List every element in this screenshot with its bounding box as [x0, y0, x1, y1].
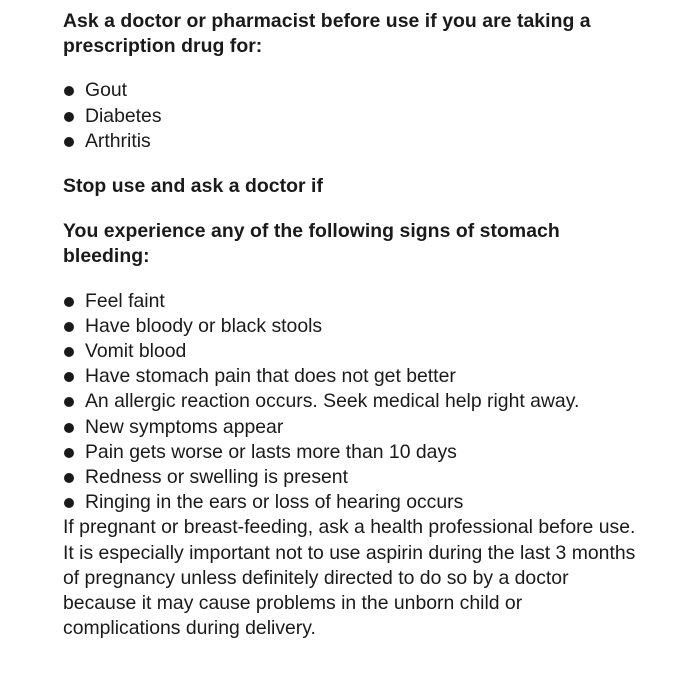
list-item: Diabetes	[63, 104, 641, 129]
bullet-icon	[64, 112, 74, 122]
list-item: Redness or swelling is present	[63, 465, 641, 490]
list-item: Arthritis	[63, 129, 641, 154]
bullet-icon	[64, 397, 74, 407]
bullet-icon	[64, 322, 74, 332]
bullet-icon	[64, 473, 74, 483]
list-item: Have bloody or black stools	[63, 314, 641, 339]
bullet-icon	[64, 297, 74, 307]
list-item: Have stomach pain that does not get better	[63, 364, 641, 389]
bullet-icon	[64, 347, 74, 357]
list-item: New symptoms appear	[63, 415, 641, 440]
list-item: Vomit blood	[63, 339, 641, 364]
stomach-bleeding-list	[63, 289, 641, 516]
bullet-icon	[64, 448, 74, 458]
list-item: Gout	[63, 78, 641, 103]
bullet-icon	[64, 498, 74, 508]
stomach-bleeding-heading: You experience any of the following signs of stomach bleeding:	[63, 220, 560, 268]
list-item: Pain gets worse or lasts more than 10 days	[63, 440, 641, 465]
bullet-icon	[64, 86, 74, 96]
drug-interaction-list	[63, 78, 641, 154]
bullet-icon	[64, 137, 74, 147]
list-item: An allergic reaction occurs. Seek medical help right away.	[63, 389, 641, 414]
bullet-icon	[64, 372, 74, 382]
pregnancy-warning-paragraph: If pregnant or breast-feeding, ask a health professional before use. It is especially important not to use aspirin during the last 3 months of pregnancy unless definitely directed to do so by a doctor because it may cause problems in the unborn child or complications during delivery.	[63, 516, 636, 640]
drug-interaction-heading: Ask a doctor or pharmacist before use if you are taking a prescription drug for:	[63, 10, 591, 58]
list-item: Feel faint	[63, 289, 641, 314]
stop-use-heading: Stop use and ask a doctor if	[63, 175, 323, 198]
list-item: Ringing in the ears or loss of hearing occurs	[63, 490, 641, 515]
bullet-icon	[64, 423, 74, 433]
